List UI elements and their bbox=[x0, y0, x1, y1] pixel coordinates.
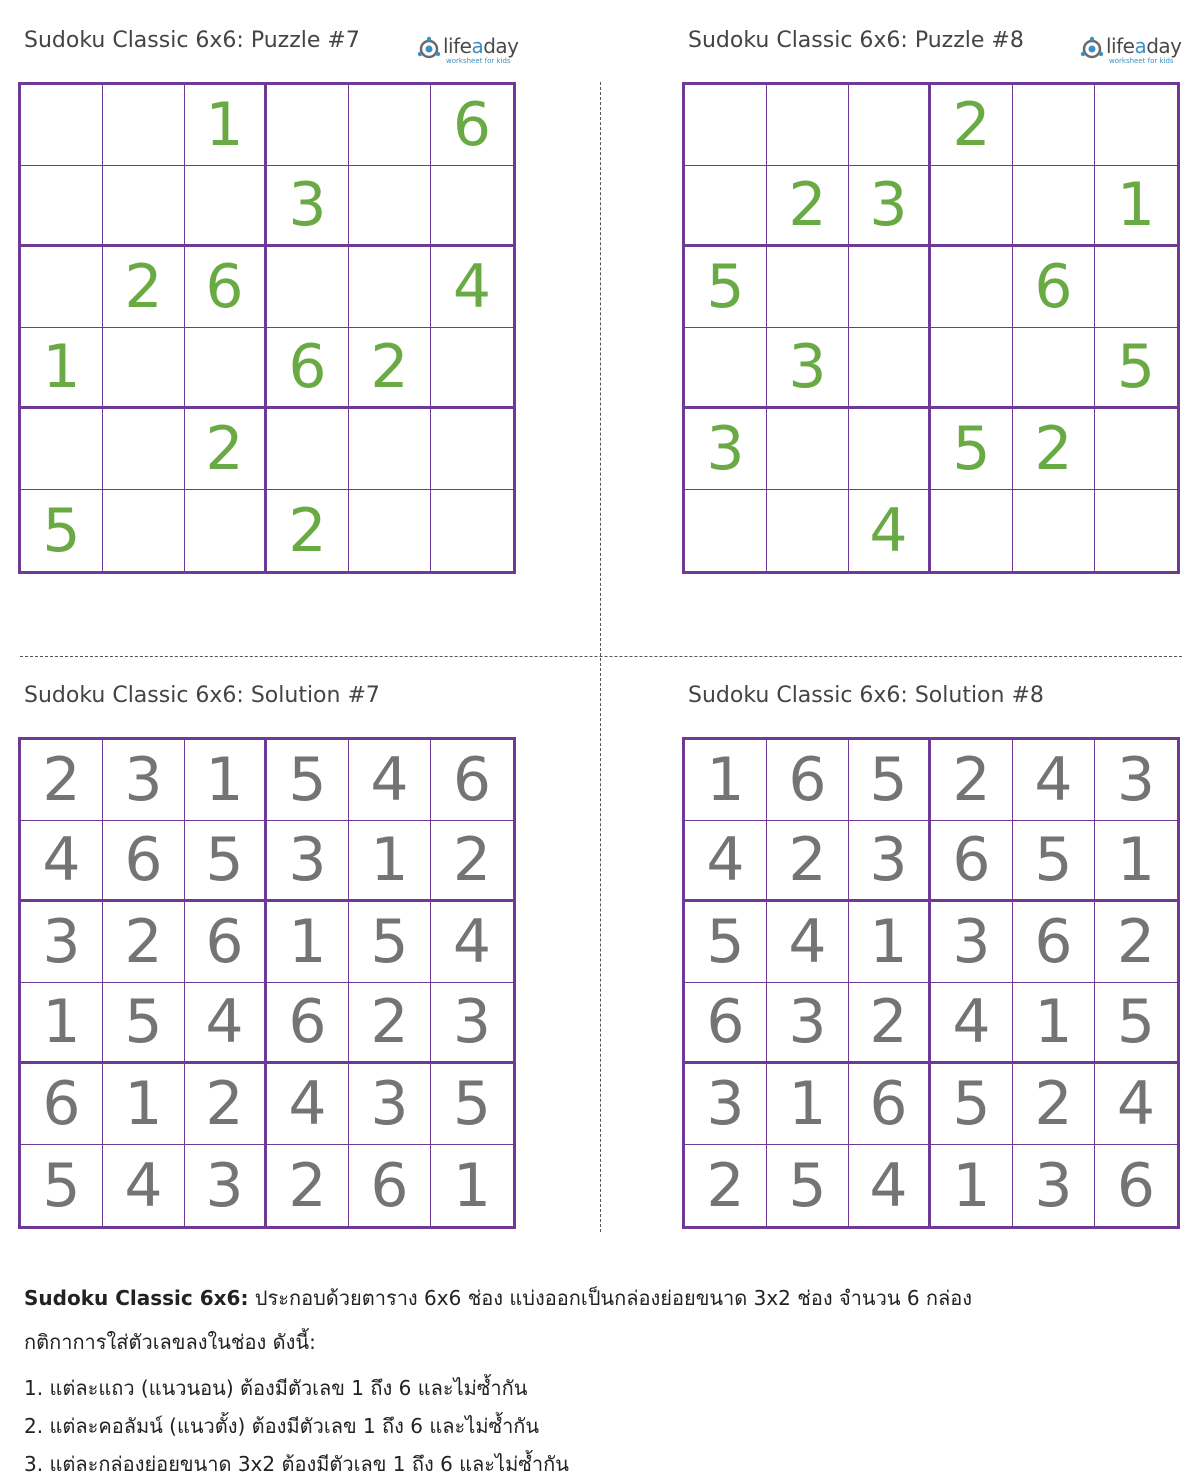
grid-cell bbox=[431, 490, 513, 571]
grid-cell: 6 bbox=[349, 1145, 431, 1226]
lifeaday-logo-icon bbox=[1079, 36, 1105, 62]
solution-8-title: Sudoku Classic 6x6: Solution #8 bbox=[688, 683, 1044, 708]
grid-cell: 2 bbox=[1013, 1064, 1095, 1145]
grid-cell: 5 bbox=[103, 983, 185, 1064]
grid-cell bbox=[349, 490, 431, 571]
grid-cell bbox=[767, 490, 849, 571]
grid-cell: 2 bbox=[767, 821, 849, 902]
grid-cell: 4 bbox=[685, 821, 767, 902]
grid-cell: 6 bbox=[185, 902, 267, 983]
grid-cell bbox=[685, 85, 767, 166]
grid-cell: 2 bbox=[1095, 902, 1177, 983]
grid-cell bbox=[431, 166, 513, 247]
grid-cell: 3 bbox=[849, 821, 931, 902]
grid-cell: 2 bbox=[767, 166, 849, 247]
grid-cell: 5 bbox=[21, 490, 103, 571]
grid-cell: 2 bbox=[185, 1064, 267, 1145]
grid-cell: 3 bbox=[267, 166, 349, 247]
grid-cell: 5 bbox=[849, 740, 931, 821]
grid-cell: 4 bbox=[1013, 740, 1095, 821]
logo-brand-end: day bbox=[483, 34, 519, 58]
grid-cell bbox=[431, 328, 513, 409]
grid-cell bbox=[849, 328, 931, 409]
grid-cell bbox=[185, 328, 267, 409]
grid-cell: 3 bbox=[1095, 740, 1177, 821]
grid-cell bbox=[1095, 85, 1177, 166]
grid-cell: 4 bbox=[21, 821, 103, 902]
grid-cell bbox=[349, 166, 431, 247]
grid-cell: 5 bbox=[1013, 821, 1095, 902]
grid-cell: 5 bbox=[1095, 983, 1177, 1064]
grid-cell: 1 bbox=[21, 983, 103, 1064]
grid-cell: 3 bbox=[1013, 1145, 1095, 1226]
rule-item-1: 1. แต่ละแถว (แนวนอน) ต้องมีตัวเลข 1 ถึง 6 และไม่ซ้ำกัน bbox=[24, 1376, 528, 1400]
grid-cell: 3 bbox=[185, 1145, 267, 1226]
rules-intro: กติกาการใส่ตัวเลขลงในช่อง ดังนี้: bbox=[24, 1330, 316, 1354]
grid-cell bbox=[931, 166, 1013, 247]
grid-cell bbox=[767, 247, 849, 328]
grid-cell: 1 bbox=[267, 902, 349, 983]
logo-tagline: worksheet for kids bbox=[446, 57, 511, 65]
logo-brand-end: day bbox=[1146, 34, 1182, 58]
grid-cell: 3 bbox=[849, 166, 931, 247]
rules-heading-text: ประกอบด้วยตาราง 6x6 ช่อง แบ่งออกเป็นกล่องย่อยขนาด 3x2 ช่อง จำนวน 6 กล่อง bbox=[248, 1286, 973, 1310]
grid-cell bbox=[267, 247, 349, 328]
grid-cell: 6 bbox=[431, 85, 513, 166]
lifeaday-logo bbox=[416, 34, 519, 68]
logo-brand-accent: a bbox=[1134, 34, 1147, 58]
grid-cell: 5 bbox=[931, 409, 1013, 490]
grid-cell: 6 bbox=[1013, 902, 1095, 983]
grid-cell: 4 bbox=[431, 902, 513, 983]
vertical-cut-line bbox=[600, 82, 601, 1232]
grid-cell bbox=[21, 85, 103, 166]
puzzle-8-grid bbox=[682, 82, 1180, 574]
grid-cell: 6 bbox=[849, 1064, 931, 1145]
grid-cell: 6 bbox=[685, 983, 767, 1064]
grid-cell: 6 bbox=[21, 1064, 103, 1145]
grid-cell: 5 bbox=[349, 902, 431, 983]
grid-cell bbox=[849, 409, 931, 490]
grid-cell bbox=[349, 247, 431, 328]
logo-brand-main: life bbox=[1106, 34, 1135, 58]
lifeaday-logo-icon bbox=[416, 36, 442, 62]
grid-cell: 2 bbox=[103, 247, 185, 328]
grid-cell: 4 bbox=[931, 983, 1013, 1064]
grid-cell: 2 bbox=[349, 328, 431, 409]
grid-cell bbox=[685, 166, 767, 247]
grid-cell bbox=[767, 409, 849, 490]
grid-cell bbox=[1013, 85, 1095, 166]
grid-cell: 5 bbox=[185, 821, 267, 902]
grid-cell: 1 bbox=[1095, 166, 1177, 247]
logo-brand-main: life bbox=[443, 34, 472, 58]
grid-cell: 3 bbox=[349, 1064, 431, 1145]
puzzle-7-title: Sudoku Classic 6x6: Puzzle #7 bbox=[24, 28, 360, 53]
grid-cell bbox=[767, 85, 849, 166]
grid-cell: 3 bbox=[685, 409, 767, 490]
grid-cell: 5 bbox=[1095, 328, 1177, 409]
grid-cell: 6 bbox=[267, 328, 349, 409]
grid-cell: 4 bbox=[185, 983, 267, 1064]
puzzle-7-grid bbox=[18, 82, 516, 574]
grid-cell: 2 bbox=[685, 1145, 767, 1226]
grid-cell: 3 bbox=[431, 983, 513, 1064]
grid-cell bbox=[1095, 490, 1177, 571]
grid-cell bbox=[267, 85, 349, 166]
grid-cell bbox=[103, 166, 185, 247]
grid-cell: 1 bbox=[103, 1064, 185, 1145]
grid-cell bbox=[103, 85, 185, 166]
grid-cell: 5 bbox=[685, 247, 767, 328]
grid-cell: 2 bbox=[1013, 409, 1095, 490]
grid-cell: 4 bbox=[849, 490, 931, 571]
grid-cell: 3 bbox=[931, 902, 1013, 983]
grid-cell bbox=[931, 328, 1013, 409]
grid-cell bbox=[185, 490, 267, 571]
grid-cell: 3 bbox=[21, 902, 103, 983]
grid-cell bbox=[1095, 247, 1177, 328]
grid-cell bbox=[103, 328, 185, 409]
grid-cell: 1 bbox=[185, 740, 267, 821]
grid-cell: 6 bbox=[1013, 247, 1095, 328]
grid-cell: 2 bbox=[103, 902, 185, 983]
grid-cell: 1 bbox=[767, 1064, 849, 1145]
grid-cell: 5 bbox=[685, 902, 767, 983]
grid-cell: 5 bbox=[267, 740, 349, 821]
grid-cell bbox=[849, 247, 931, 328]
grid-cell: 5 bbox=[431, 1064, 513, 1145]
grid-cell: 3 bbox=[685, 1064, 767, 1145]
grid-cell: 1 bbox=[931, 1145, 1013, 1226]
grid-cell: 4 bbox=[267, 1064, 349, 1145]
grid-cell bbox=[349, 85, 431, 166]
solution-7-grid bbox=[18, 737, 516, 1229]
grid-cell: 1 bbox=[349, 821, 431, 902]
grid-cell bbox=[1013, 328, 1095, 409]
grid-cell bbox=[103, 409, 185, 490]
grid-cell: 6 bbox=[185, 247, 267, 328]
logo-tagline: worksheet for kids bbox=[1109, 57, 1174, 65]
logo-brand-accent: a bbox=[471, 34, 484, 58]
grid-cell: 3 bbox=[767, 983, 849, 1064]
grid-cell bbox=[1013, 490, 1095, 571]
grid-cell: 5 bbox=[21, 1145, 103, 1226]
grid-cell bbox=[103, 490, 185, 571]
grid-cell bbox=[931, 490, 1013, 571]
grid-cell bbox=[431, 409, 513, 490]
grid-cell: 2 bbox=[849, 983, 931, 1064]
grid-cell bbox=[685, 328, 767, 409]
rules-heading-bold: Sudoku Classic 6x6: bbox=[24, 1286, 249, 1310]
grid-cell: 6 bbox=[103, 821, 185, 902]
grid-cell bbox=[21, 409, 103, 490]
grid-cell: 3 bbox=[267, 821, 349, 902]
grid-cell: 6 bbox=[767, 740, 849, 821]
grid-cell: 2 bbox=[267, 1145, 349, 1226]
grid-cell: 1 bbox=[21, 328, 103, 409]
lifeaday-logo bbox=[1079, 34, 1182, 68]
grid-cell: 2 bbox=[185, 409, 267, 490]
grid-cell: 4 bbox=[849, 1145, 931, 1226]
grid-cell bbox=[267, 409, 349, 490]
rules-heading bbox=[24, 1282, 972, 1314]
solution-8-grid bbox=[682, 737, 1180, 1229]
grid-cell: 1 bbox=[1095, 821, 1177, 902]
grid-cell: 1 bbox=[849, 902, 931, 983]
grid-cell: 4 bbox=[767, 902, 849, 983]
grid-cell: 5 bbox=[767, 1145, 849, 1226]
grid-cell: 4 bbox=[431, 247, 513, 328]
grid-cell: 2 bbox=[21, 740, 103, 821]
grid-cell: 5 bbox=[931, 1064, 1013, 1145]
grid-cell bbox=[931, 247, 1013, 328]
solution-7-title: Sudoku Classic 6x6: Solution #7 bbox=[24, 683, 380, 708]
rule-item-3: 3. แต่ละกล่องย่อยขนาด 3x2 ต้องมีตัวเลข 1 ถึง 6 และไม่ซ้ำกัน bbox=[24, 1452, 569, 1476]
grid-cell: 1 bbox=[185, 85, 267, 166]
grid-cell: 4 bbox=[103, 1145, 185, 1226]
grid-cell: 1 bbox=[1013, 983, 1095, 1064]
grid-cell: 6 bbox=[431, 740, 513, 821]
grid-cell bbox=[849, 85, 931, 166]
grid-cell bbox=[1013, 166, 1095, 247]
grid-cell bbox=[185, 166, 267, 247]
grid-cell: 2 bbox=[267, 490, 349, 571]
puzzle-8-title: Sudoku Classic 6x6: Puzzle #8 bbox=[688, 28, 1024, 53]
grid-cell: 6 bbox=[1116, 1150, 1156, 1221]
grid-cell: 3 bbox=[103, 740, 185, 821]
grid-cell: 1 bbox=[452, 1150, 492, 1221]
grid-cell: 4 bbox=[349, 740, 431, 821]
grid-cell bbox=[21, 166, 103, 247]
grid-cell: 3 bbox=[767, 328, 849, 409]
grid-cell: 6 bbox=[931, 821, 1013, 902]
horizontal-cut-line bbox=[20, 656, 1182, 657]
rule-item-2: 2. แต่ละคอลัมน์ (แนวตั้ง) ต้องมีตัวเลข 1 ถึง 6 และไม่ซ้ำกัน bbox=[24, 1414, 540, 1438]
grid-cell bbox=[1095, 409, 1177, 490]
grid-cell: 2 bbox=[349, 983, 431, 1064]
grid-cell bbox=[685, 490, 767, 571]
grid-cell bbox=[21, 247, 103, 328]
grid-cell bbox=[349, 409, 431, 490]
grid-cell: 6 bbox=[267, 983, 349, 1064]
grid-cell: 4 bbox=[1095, 1064, 1177, 1145]
grid-cell: 2 bbox=[931, 740, 1013, 821]
grid-cell: 1 bbox=[685, 740, 767, 821]
grid-cell: 2 bbox=[931, 85, 1013, 166]
grid-cell: 2 bbox=[431, 821, 513, 902]
